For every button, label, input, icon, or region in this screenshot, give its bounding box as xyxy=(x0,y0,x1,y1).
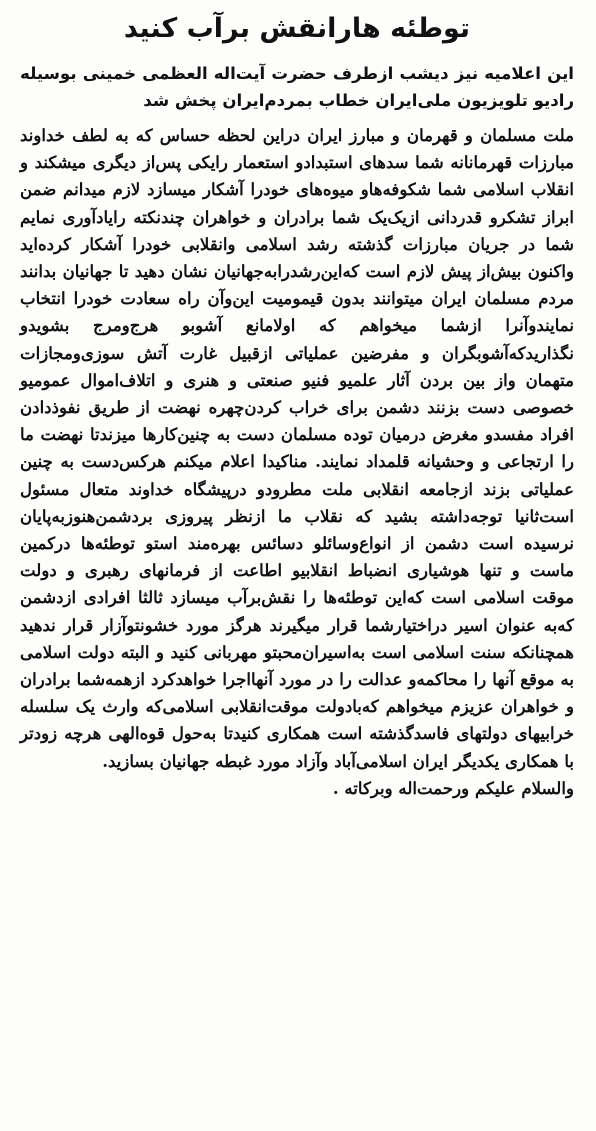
article-body-container xyxy=(20,122,574,802)
article-closing: والسلام علیکم ورحمت‌اله وبرکاته . xyxy=(332,777,574,798)
article-body: ملت مسلمان و قهرمان و مبارز ایران دراین لحظه حساس که به لطف خداوند مبارزات قهرمانانه شما سدهای استبدادو استعمار رایکی پس‌از دیگری میشکند و انقلاب اسلامی شما شکوفه‌هاو میوه‌های خودرا آشکار میسازد لازم میدانم ضمن ابراز تشکرو قدردانی ازیک‌یک شما برادران و خواهران چندنکته رایادآوری نمایم شما در جریان مبارزات گذشته رشد اسلامی وانقلابی خودرا آشکار کرده‌اید واکنون بیش‌از پیش لازم است که‌این‌رشدرابه‌جهانیان نشان دهید تا جهانیان بدانند مردم مسلمان ایران میتوانند بدون قیمومیت این‌وآن راه سعادت خودرا انتخاب نمایندوآنرا ازشما میخواهم که اولامانع آشوبو هرج‌ومرج بشویدو نگذاریدکه‌آشوبگران و مفرضین عملیاتی ازقبیل غارت آتش سوزی‌ومجازات متهمان واز بین بردن آثار علمیو فنیو صنعتی و هنری و اتلاف‌اموال عمومیو خصوصی دست بزنند دشمن برای خراب کردن‌چهره نهضت از طریق نفوذدادن افراد مفسدو مغرض درمیان توده مسلمان دست به چنین‌کارها میزندتا نهضت ما را ارتجاعی و وحشیانه قلمداد نمایند. مناکیدا اعلام میکنم هرکس‌دست به چنین عملیاتی بزند ازجامعه انقلابی ملت مطرودو درپیشگاه خداوند متعال مسئول است‌ثانیا توجه‌داشته بشید که نقلاب ما ازنظر پیروزی بردشمن‌هنوزبه‌پایان نرسیده است دشمن از انواع‌وسائلو دسائس بهره‌مند استو توطئه‌ها درکمین ماست و تنها هوشیاری انضباط انقلابیو اطاعت از فرمانهای رهبری و دولت موقت اسلامی است که‌این توطئه‌ها را نقش‌برآب میسازد ثالثا افرادی ازدشمن که‌به عنوان اسیر دراختیارشما قرار میگیرند هرگز مورد خشونتوآزار قرار ندهید همچنانکه سنت اسلامی است به‌اسیران‌محبتو مهربانی کنید و البته دولت اسلامی به موقع آنها را محاکمه‌و عدالت را در مورد آنهااجرا خواهدکرد ازهمه‌شما برادران و خواهران عزیزم میخواهم که‌بادولت موقت‌انقلابی اسلامی‌که وارث یک سلسله خرابیهای دولتهای فاسدگذشته است همکاری کنیدتا به‌حول قوه‌الهی هرچه زودتر با همکاری یکدیگر ایران اسلامی‌آباد وآزاد مورد غبطه جهانیان بسازید. xyxy=(20,125,574,771)
article-headline: توطئه هارانقش برآب کنید xyxy=(123,13,471,44)
article-intro: این اعلامیه نیز دیشب ازطرف حضرت آیت‌اله العظمی خمینی بوسیله رادیو تلویزیون ملی‌ایران خطاب بمردم‌ایران پخش شد xyxy=(20,64,574,110)
